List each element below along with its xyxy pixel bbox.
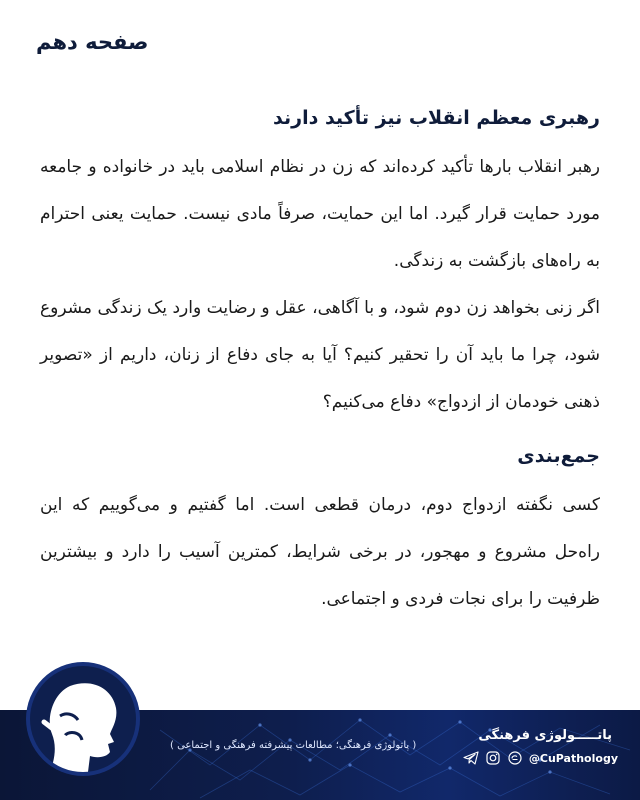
social-row	[463, 750, 618, 766]
footer-tagline: ( پاتولوژی فرهنگی؛ مطالعات پیشرفته فرهنگی و اجتماعی )	[170, 740, 417, 751]
brand-name: پاتـــــولوژی فرهنگی	[478, 728, 612, 743]
paragraph: اگر زنی بخواهد زن دوم شود، و با آگاهی، عقل و رضایت وارد یک زندگی مشروع شود، چرا ما باید آن را تحقیر کنیم؟ آیا به جای دفاع از زنان، داریم از «تصویر ذهنی خودمان از ازدواج» دفاع می‌کنیم؟	[40, 298, 600, 412]
paragraph: کسی نگفته ازدواج دوم، درمان قطعی است. اما گفتیم و می‌گوییم که این راه‌حل مشروع و مهجور، در برخی شرایط، کمترین آسیب را دارد و بیشترین ظرفیت را برای نجات فردی و اجتماعی.	[40, 495, 600, 609]
article-content	[40, 92, 600, 623]
telegram-icon[interactable]	[463, 750, 479, 766]
paragraph: رهبر انقلاب بارها تأکید کرده‌اند که زن در نظام اسلامی باید در خانواده و جامعه مورد حمایت قرار گیرد. اما این حمایت، صرفاً مادی نیست. حمایت یعنی احترام به راه‌های بازگشت به زندگی.	[40, 157, 600, 271]
eitaa-icon[interactable]	[507, 750, 523, 766]
logo	[30, 666, 136, 772]
silhouette-icon	[30, 666, 136, 772]
section-heading: رهبری معظم انقلاب نیز تأکید دارند	[273, 107, 600, 129]
section-heading: جمع‌بندی	[517, 445, 600, 467]
social-handle[interactable]: @CuPathology	[528, 751, 618, 765]
page-label: صفحه دهم	[36, 30, 149, 54]
instagram-icon[interactable]	[485, 750, 501, 766]
